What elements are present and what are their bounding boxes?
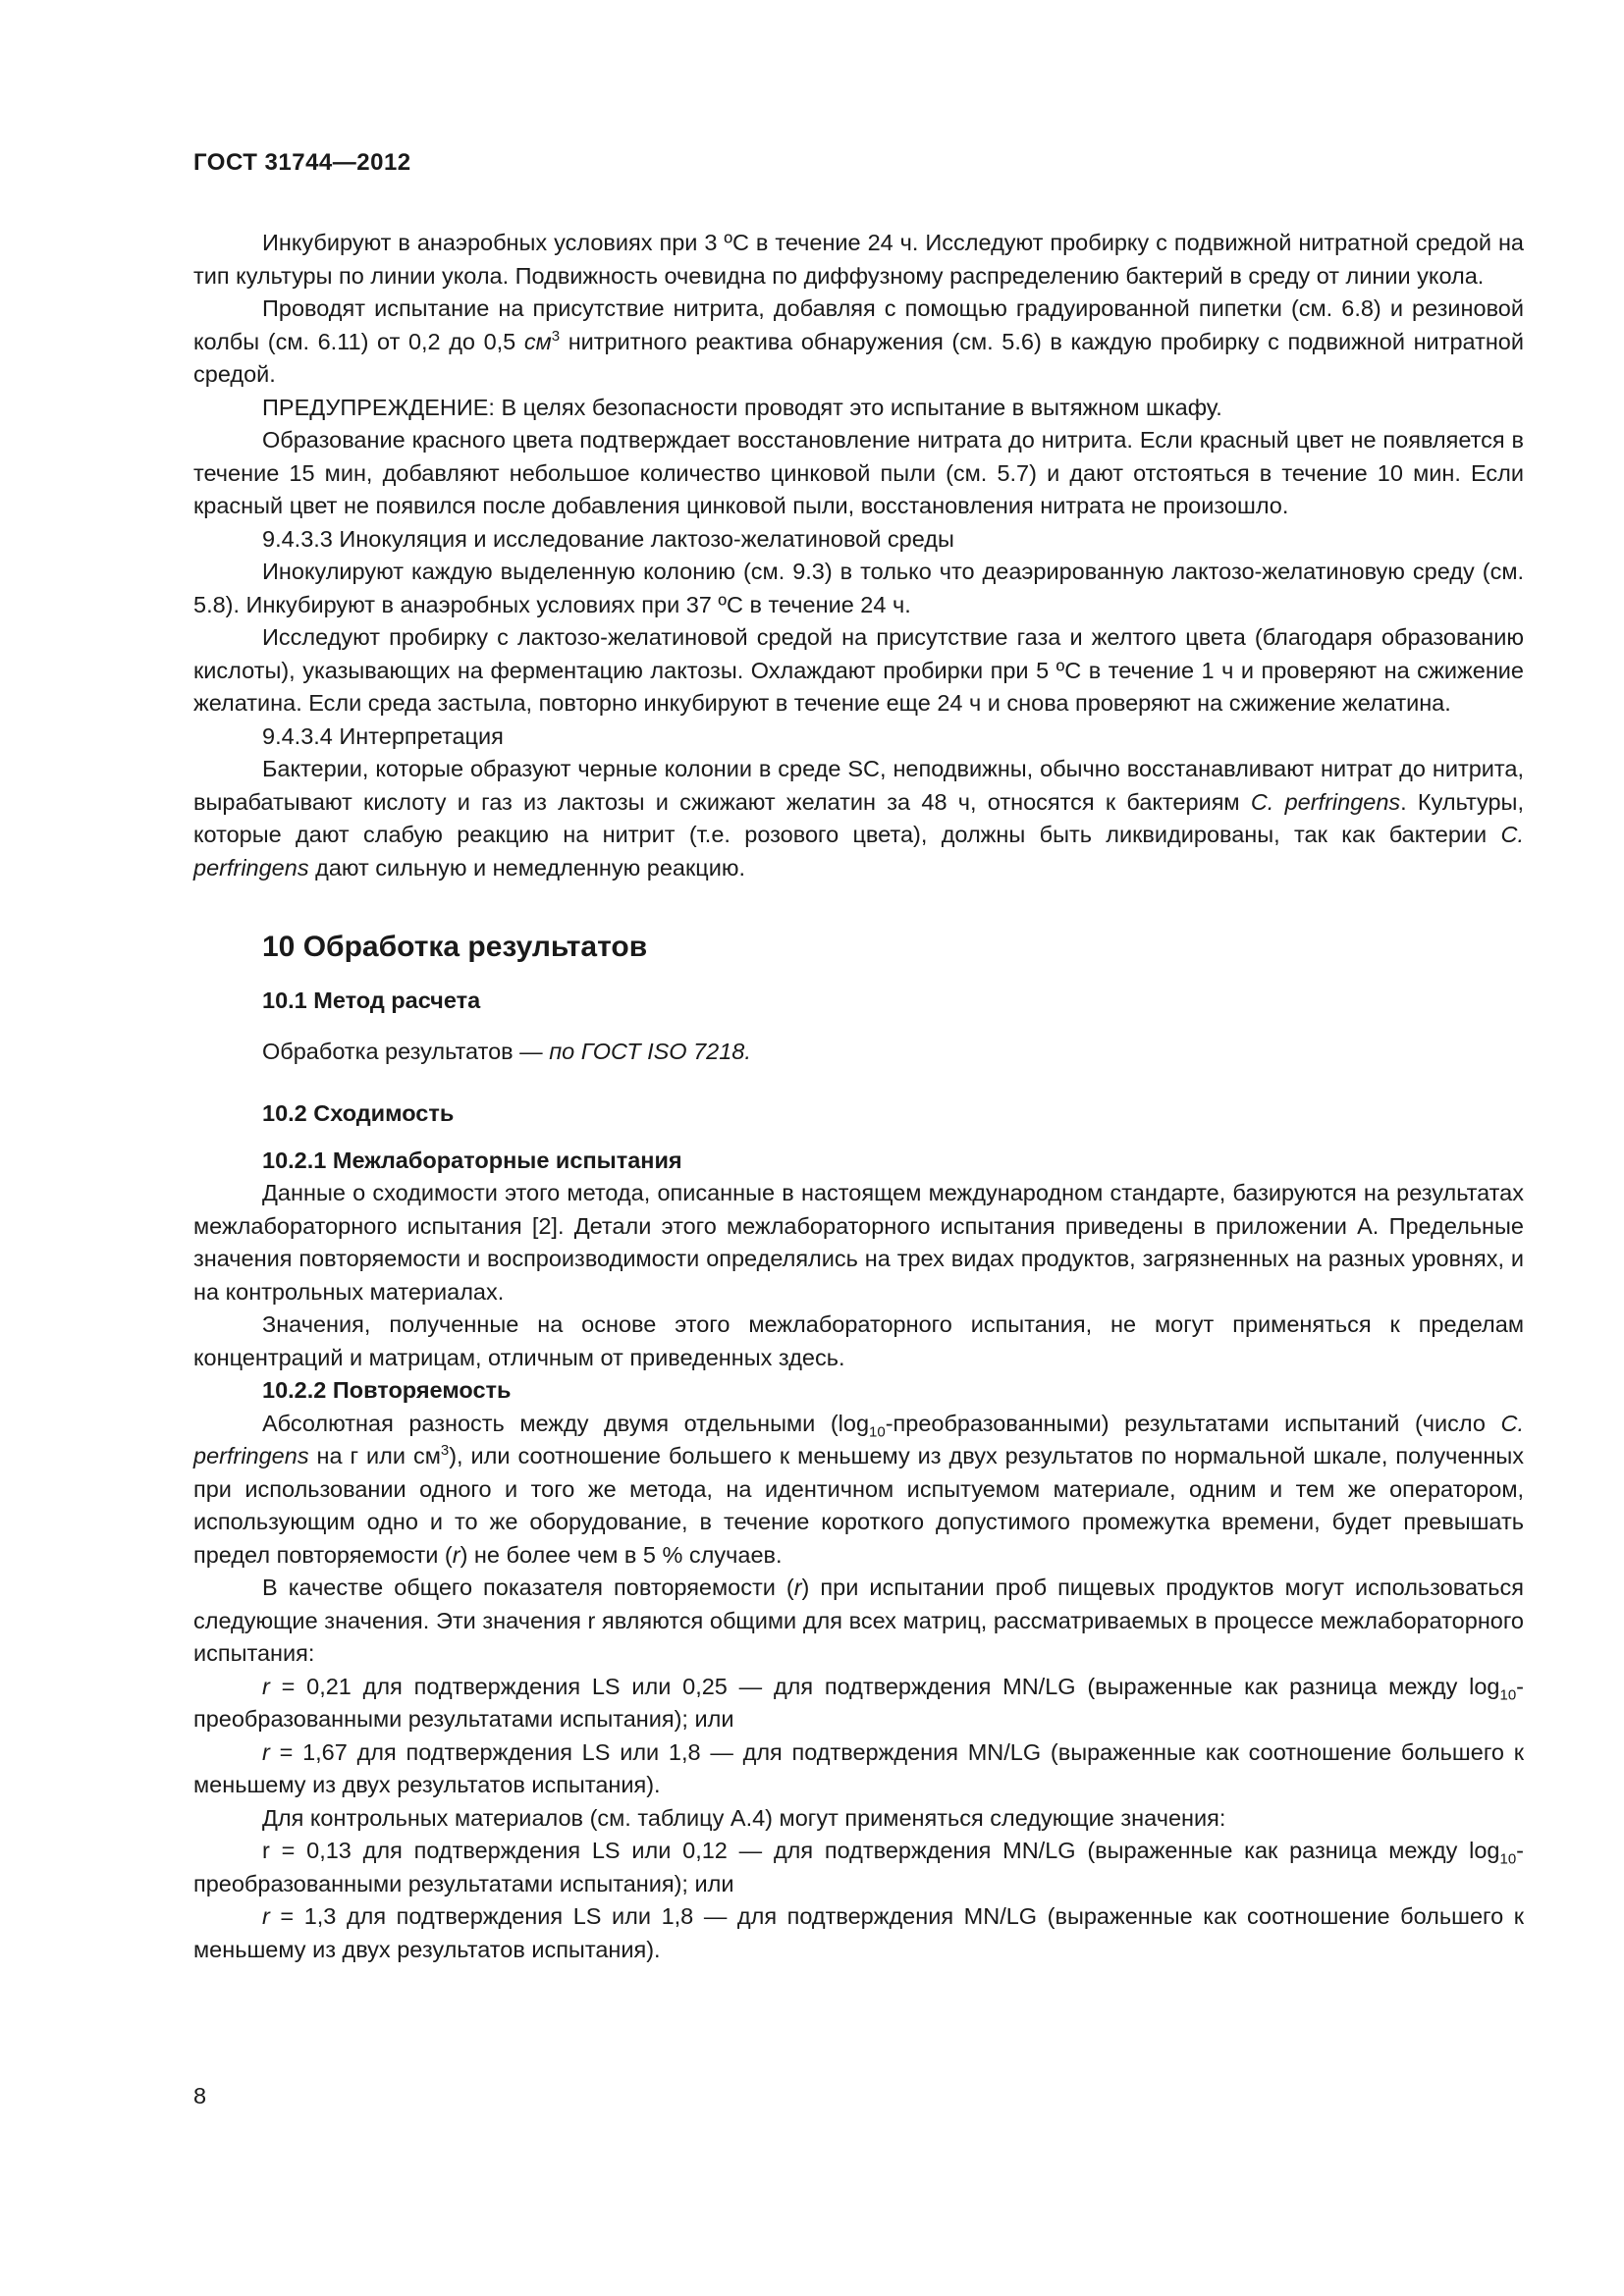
section-10-2-title: 10.2 Сходимость — [262, 1100, 455, 1126]
paragraph-gas-test: Исследуют пробирку с лактозо-желатиновой средой на присутствие газа и желтого цвета (благодаря образованию кислоты), указывающих на ферментацию лактозы. Охлаждают пробирки при 5 ºС в течение 1 ч и проверяют на сжижение желатина. Если среда застыла, повторно инкубируют в течение еще 24 ч и снова проверяют на сжижение желатина. — [193, 624, 1524, 716]
paragraph-10-2-1-b: Значения, полученные на основе этого межлабораторного испытания, не могут применяться к пределам концентраций и матрицам, отличным от приведенных здесь. — [193, 1311, 1524, 1370]
paragraph-10-2-2-c: r = 0,21 для подтверждения LS или 0,25 — для подтверждения MN/LG (выраженные как разница между $\log_{10}$-преобразованными результатами испытания); или — [193, 1673, 1524, 1732]
unit-cm: см — [523, 328, 552, 354]
paragraph-10-1: Обработка результатов — по ГОСТ ISO 7218. — [262, 1038, 751, 1064]
unit-cm-superscript: 3 — [551, 327, 561, 345]
paragraph-10-2-2-e: Для контрольных материалов (см. таблицу А.4) могут применяться следующие значения: — [262, 1804, 1226, 1831]
paragraph-10-2-1-a: Данные о сходимости этого метода, описанные в настоящем международном стандарте, базируются на результатах межлабораторного испытания [2]. Детали этого межлабораторного испытания приведены в приложении А. Предельные значения повторяемости и воспроизводимости определялись на трех видах продуктов, загрязненных на разных уровнях, и на контрольных материалах. — [193, 1180, 1524, 1305]
paragraph-10-2-2-g: r = 1,3 для подтверждения LS или 1,8 — для подтверждения MN/LG (выраженные как соотношение большего к меньшему из двух результатов испытания). — [193, 1903, 1524, 1962]
paragraph-warning: ПРЕДУПРЕЖДЕНИЕ: В целях безопасности проводят это испытание в вытяжном шкафу. — [262, 394, 1222, 420]
paragraph-red-color: Образование красного цвета подтверждает восстановление нитрата до нитрита. Если красный цвет не появляется в течение 15 мин, добавляют небольшое количество цинковой пыли (см. 5.7) и дают отстояться в течение 10 мин. Если красный цвет не появился после добавления цинковой пыли, восстановления нитрата не произошло. — [193, 427, 1524, 518]
paragraph-10-2-2-d: r = 1,67 для подтверждения LS или 1,8 — для подтверждения MN/LG (выраженные как соотношение большего к меньшему из двух результатов испытания). — [193, 1738, 1524, 1797]
paragraph-10-2-2-b: В качестве общего показателя повторяемости (r) при испытании проб пищевых продуктов могут использоваться следующие значения. Эти значения r являются общими для всех матриц, рассматриваемых в процессе межлабораторного испытания: — [193, 1575, 1524, 1666]
paragraph-nitrite-test: Проводят испытание на присутствие нитрита, добавляя с помощью градуированной пипетки (см. 6.8) и резиновой колбы (см. 6.11) от 0,2 до 0,5 $см^3$ нитритного реактива обнаружения (см. 5.6) в каждую пробирку с подвижной нитратной средой. — [193, 295, 1525, 387]
section-10-1-title: 10.1 Метод расчета — [262, 988, 481, 1013]
page-number: 8 — [193, 2083, 207, 2109]
section-10-2-1-title: 10.2.1 Межлабораторные испытания — [262, 1147, 682, 1173]
subsection-9-4-3-3-title: 9.4.3.3 Инокуляция и исследование лактозо-желатиновой среды — [262, 525, 954, 552]
paragraph-10-2-2-f: r = 0,13 для подтверждения LS или 0,12 — для подтверждения MN/LG (выраженные как разница между $\log_{10}$-преобразованными результатами испытания); или — [193, 1838, 1524, 1896]
document-body — [193, 227, 1524, 1966]
paragraph-10-2-2-a: Абсолютная разность между двумя отдельными $(\log_{10}-преобразованными)$ результатами испытаний (число C. perfringens на г или $см^3$), или соотношение большего к меньшему из двух результатов по нормальной шкале, полученных при использовании одного и того же метода, на идентичном испытуемом материале, одним и тем же оператором, использующим одно и то же оборудование, в течение короткого допустимого промежутка времени, будет превышать предел повторяемости (r) не более чем в 5 % случаев. — [193, 1410, 1524, 1568]
section-10-title: 10 Обработка результатов — [262, 931, 648, 963]
section-10-2-2-title: 10.2.2 Повторяемость — [262, 1377, 512, 1403]
subsection-9-4-3-4-title: 9.4.3.4 Интерпретация — [262, 722, 504, 749]
document-header: ГОСТ 31744—2012 — [193, 149, 411, 176]
paragraph-interpretation: Бактерии, которые образуют черные колонии в среде SC, неподвижны, обычно восстанавливают нитрат до нитрита, вырабатывают кислоту и газ из лактозы и сжижают желатин за 48 ч, относятся к бактериям C. perfringens. Культуры, которые дают слабую реакцию на нитрит (т.е. розового цвета), должны быть ликвидированы, так как бактерии C. perfringens дают сильную и немедленную реакцию. — [193, 756, 1524, 881]
paragraph-inoculation: Инокулируют каждую выделенную колонию (см. 9.3) в только что деаэрированную лактозо-желатиновую среду (см. 5.8). Инкубируют в анаэробных условиях при 37 ºС в течение 24 ч. — [193, 559, 1524, 617]
paragraph-incubation: Инкубируют в анаэробных условиях при 3 ºС в течение 24 ч. Исследуют пробирку с подвижной нитратной средой на тип культуры по линии укола. Подвижность очевидна по диффузному распределению бактерий в среду от линии укола. — [193, 230, 1524, 289]
